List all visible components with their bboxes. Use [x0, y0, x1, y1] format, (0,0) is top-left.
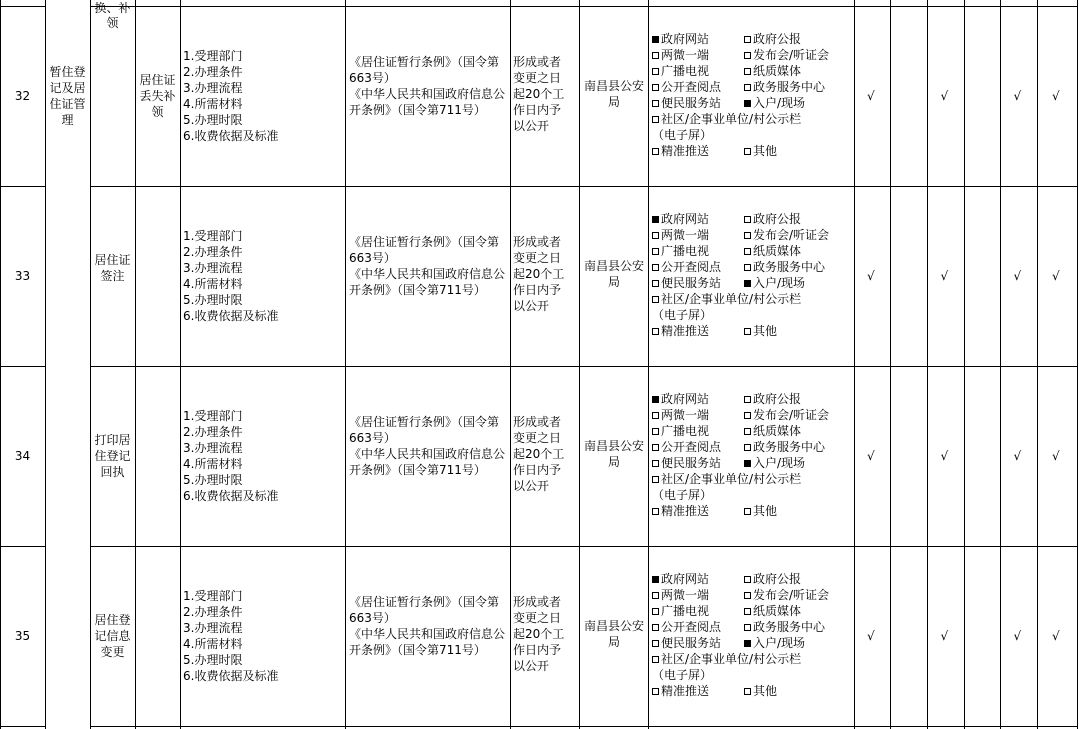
channel-label: 发布会/听证会	[753, 588, 830, 602]
unchecked-box-icon[interactable]	[652, 592, 659, 599]
channel-label: 公开查阅点	[661, 620, 722, 634]
channel-label: 政府网站	[661, 572, 710, 586]
channel-label: 政府网站	[661, 32, 710, 46]
channel-option-service-station[interactable]	[652, 95, 721, 111]
channel-label: 公开查阅点	[661, 440, 722, 454]
unchecked-box-icon[interactable]	[744, 248, 751, 255]
unchecked-box-icon[interactable]	[744, 412, 751, 419]
channel-label: 政务服务中心	[753, 440, 826, 454]
checked-box-icon[interactable]	[652, 216, 659, 223]
channel-label: 公开查阅点	[661, 260, 722, 274]
channel-option-service-center[interactable]	[744, 259, 825, 275]
unchecked-box-icon[interactable]	[652, 428, 659, 435]
channel-label: 便民服务站	[661, 96, 722, 110]
channel-label: 政府网站	[661, 212, 710, 226]
item-name: 居住证丢失补领	[139, 73, 176, 119]
time-limit: 形成或者变更之日起20个工作日内予以公开	[513, 415, 565, 493]
unchecked-box-icon[interactable]	[744, 444, 751, 451]
channel-label: 广播电视	[661, 244, 710, 258]
channel-option-service-center[interactable]	[744, 619, 825, 635]
unchecked-box-icon[interactable]	[652, 116, 659, 123]
unchecked-box-icon[interactable]	[744, 688, 751, 695]
channel-label: 精准推送	[661, 324, 710, 338]
agency: 南昌县公安局	[583, 439, 644, 469]
check-mark: √	[940, 89, 949, 103]
channel-label: 广播电视	[661, 424, 710, 438]
legal-basis: 《居住证暂行条例》（国令第663号） 《中华人民共和国政府信息公开条例》（国令第711号）	[349, 415, 506, 477]
content-list: 1.受理部门 2.办理条件 3.办理流程 4.所需材料 5.办理时限 6.收费依据及标准	[183, 409, 279, 503]
channel-option-broadcast[interactable]	[652, 243, 709, 259]
unchecked-box-icon[interactable]	[652, 608, 659, 615]
check-mark: √	[1052, 449, 1060, 463]
grid-line	[0, 186, 45, 187]
channel-label: 政府网站	[661, 392, 710, 406]
channel-option-broadcast[interactable]	[652, 423, 709, 439]
unchecked-box-icon[interactable]	[744, 576, 751, 583]
check-mark: √	[867, 449, 875, 463]
row-number: 34	[14, 449, 31, 463]
channel-option-gov-site[interactable]	[652, 31, 709, 47]
unchecked-box-icon[interactable]	[652, 248, 659, 255]
unchecked-box-icon[interactable]	[652, 508, 659, 515]
check-mark: √	[867, 629, 875, 643]
channel-option-service-center[interactable]	[744, 439, 825, 455]
grid-line	[0, 726, 45, 727]
channel-option-paper-media[interactable]	[744, 423, 801, 439]
grid-line	[0, 366, 45, 367]
channel-option-gov-gazette[interactable]	[744, 571, 801, 587]
unchecked-box-icon[interactable]	[652, 688, 659, 695]
grid-line	[1077, 0, 1078, 729]
channel-option-onsite[interactable]	[744, 455, 805, 471]
grid-line	[854, 0, 855, 729]
unchecked-box-icon[interactable]	[744, 84, 751, 91]
row-number: 32	[14, 89, 31, 103]
legal-basis: 《居住证暂行条例》（国令第663号） 《中华人民共和国政府信息公开条例》（国令第711号）	[349, 55, 506, 117]
channel-option-precise-push[interactable]	[652, 503, 709, 519]
channel-label: 其他	[753, 324, 778, 338]
header-fragment-line2: 领	[106, 16, 119, 30]
channel-option-gov-gazette[interactable]	[744, 211, 801, 227]
channel-option-service-station[interactable]	[652, 455, 721, 471]
channel-label: 精准推送	[661, 504, 710, 518]
content-list: 1.受理部门 2.办理条件 3.办理流程 4.所需材料 5.办理时限 6.收费依据及标准	[183, 229, 279, 323]
unchecked-box-icon[interactable]	[652, 460, 659, 467]
checked-box-icon[interactable]	[652, 36, 659, 43]
grid-line	[90, 0, 91, 729]
check-mark: √	[1013, 449, 1022, 463]
channel-option-public-reading[interactable]	[652, 439, 721, 455]
grid-line	[180, 0, 181, 729]
channel-label: 便民服务站	[661, 276, 722, 290]
unchecked-box-icon[interactable]	[652, 68, 659, 75]
channel-label: 社区/企事业单位/村公示栏	[661, 472, 802, 486]
channel-option-broadcast[interactable]	[652, 603, 709, 619]
channel-option-onsite[interactable]	[744, 275, 805, 291]
unchecked-box-icon[interactable]	[744, 624, 751, 631]
header-fragment-line1: 换、补	[94, 1, 131, 15]
grid-line	[90, 366, 1077, 367]
channel-option-other[interactable]	[744, 143, 777, 159]
unchecked-box-icon[interactable]	[744, 592, 751, 599]
channel-label: 发布会/听证会	[753, 408, 830, 422]
channel-label: 精准推送	[661, 144, 710, 158]
channel-option-gov-site[interactable]	[652, 211, 709, 227]
check-mark: √	[1013, 89, 1022, 103]
channel-label: 广播电视	[661, 604, 710, 618]
channel-option-paper-media[interactable]	[744, 603, 801, 619]
check-mark: √	[1013, 629, 1022, 643]
unchecked-box-icon[interactable]	[744, 36, 751, 43]
channel-label: 其他	[753, 144, 778, 158]
channel-option-bulletin[interactable]	[652, 651, 801, 667]
channel-label: 政府公报	[753, 32, 802, 46]
unchecked-box-icon[interactable]	[744, 148, 751, 155]
grid-line	[1037, 0, 1038, 729]
channel-option-gov-gazette[interactable]	[744, 31, 801, 47]
unchecked-box-icon[interactable]	[652, 100, 659, 107]
channel-label: 便民服务站	[661, 456, 722, 470]
channel-label: 纸质媒体	[753, 604, 802, 618]
channel-option-public-reading[interactable]	[652, 619, 721, 635]
grid-line	[135, 0, 136, 729]
unchecked-box-icon[interactable]	[652, 84, 659, 91]
grid-line	[0, 6, 45, 7]
channel-option-bulletin[interactable]	[652, 471, 801, 487]
unchecked-box-icon[interactable]	[744, 428, 751, 435]
time-limit: 形成或者变更之日起20个工作日内予以公开	[513, 55, 565, 133]
unchecked-box-icon[interactable]	[652, 476, 659, 483]
unchecked-box-icon[interactable]	[744, 608, 751, 615]
channel-option-two-micro[interactable]	[652, 227, 709, 243]
unchecked-box-icon[interactable]	[744, 68, 751, 75]
channel-label: 入户/现场	[753, 276, 806, 290]
channel-option-gov-site[interactable]	[652, 571, 709, 587]
grid-line	[964, 0, 965, 729]
channel-option-onsite[interactable]	[744, 635, 805, 651]
row-number: 33	[14, 269, 31, 283]
unchecked-box-icon[interactable]	[652, 52, 659, 59]
item-name: 打印居住登记回执	[94, 433, 131, 479]
channel-label: 入户/现场	[753, 96, 806, 110]
grid-line	[90, 186, 1077, 187]
unchecked-box-icon[interactable]	[744, 264, 751, 271]
channel-option-broadcast[interactable]	[652, 63, 709, 79]
channel-label: 两微一端	[661, 48, 710, 62]
channel-label: 发布会/听证会	[753, 48, 830, 62]
unchecked-box-icon[interactable]	[744, 328, 751, 335]
check-mark: √	[1013, 269, 1022, 283]
channel-option-service-station[interactable]	[652, 275, 721, 291]
unchecked-box-icon[interactable]	[652, 264, 659, 271]
channel-label: 便民服务站	[661, 636, 722, 650]
grid-line	[927, 0, 928, 729]
agency: 南昌县公安局	[583, 259, 644, 289]
agency: 南昌县公安局	[583, 79, 644, 109]
channel-option-other[interactable]	[744, 503, 777, 519]
unchecked-box-icon[interactable]	[652, 280, 659, 287]
channel-label: 政府公报	[753, 572, 802, 586]
grid-line	[510, 0, 511, 729]
channel-option-press-conf[interactable]	[744, 407, 829, 423]
channel-note: （电子屏）	[652, 128, 713, 142]
channel-label: 纸质媒体	[753, 424, 802, 438]
legal-basis: 《居住证暂行条例》（国令第663号） 《中华人民共和国政府信息公开条例》（国令第711号）	[349, 595, 506, 657]
channel-label: 社区/企事业单位/村公示栏	[661, 112, 802, 126]
grid-line	[648, 0, 649, 729]
grid-line	[90, 6, 1077, 7]
channel-note: （电子屏）	[652, 488, 713, 502]
time-limit: 形成或者变更之日起20个工作日内予以公开	[513, 235, 565, 313]
legal-basis: 《居住证暂行条例》（国令第663号） 《中华人民共和国政府信息公开条例》（国令第711号）	[349, 235, 506, 297]
channel-option-press-conf[interactable]	[744, 47, 829, 63]
checked-box-icon[interactable]	[652, 576, 659, 583]
channel-label: 公开查阅点	[661, 80, 722, 94]
check-mark: √	[1052, 629, 1060, 643]
channel-option-two-micro[interactable]	[652, 587, 709, 603]
channel-option-gov-gazette[interactable]	[744, 391, 801, 407]
channel-option-precise-push[interactable]	[652, 143, 709, 159]
channel-option-service-center[interactable]	[744, 79, 825, 95]
channel-option-gov-site[interactable]	[652, 391, 709, 407]
grid-line	[579, 0, 580, 729]
category-cell: 暂住登记及居住证管理	[49, 65, 86, 127]
channel-label: 社区/企事业单位/村公示栏	[661, 652, 802, 666]
channel-option-other[interactable]	[744, 323, 777, 339]
checked-box-icon[interactable]	[744, 100, 751, 107]
unchecked-box-icon[interactable]	[652, 624, 659, 631]
channel-label: 政务服务中心	[753, 260, 826, 274]
channel-option-public-reading[interactable]	[652, 259, 721, 275]
grid-line	[45, 0, 46, 729]
channel-option-other[interactable]	[744, 683, 777, 699]
unchecked-box-icon[interactable]	[652, 296, 659, 303]
grid-line	[0, 546, 45, 547]
unchecked-box-icon[interactable]	[652, 232, 659, 239]
channel-label: 政府公报	[753, 392, 802, 406]
check-mark: √	[940, 629, 949, 643]
unchecked-box-icon[interactable]	[744, 508, 751, 515]
item-name: 居住登记信息变更	[94, 613, 131, 659]
channel-option-press-conf[interactable]	[744, 587, 829, 603]
channel-label: 精准推送	[661, 684, 710, 698]
grid-line	[1000, 0, 1001, 729]
channel-label: 广播电视	[661, 64, 710, 78]
grid-line	[345, 0, 346, 729]
channel-option-press-conf[interactable]	[744, 227, 829, 243]
channel-label: 其他	[753, 504, 778, 518]
grid-line	[0, 0, 1, 729]
check-mark: √	[1052, 89, 1060, 103]
channel-label: 纸质媒体	[753, 244, 802, 258]
unchecked-box-icon[interactable]	[652, 444, 659, 451]
checked-box-icon[interactable]	[744, 460, 751, 467]
agency: 南昌县公安局	[583, 619, 644, 649]
check-mark: √	[1052, 269, 1060, 283]
content-list: 1.受理部门 2.办理条件 3.办理流程 4.所需材料 5.办理时限 6.收费依据及标准	[183, 49, 279, 143]
channel-option-precise-push[interactable]	[652, 683, 709, 699]
unchecked-box-icon[interactable]	[652, 656, 659, 663]
item-name: 居住证签注	[94, 253, 131, 283]
channel-label: 其他	[753, 684, 778, 698]
channel-label: 社区/企事业单位/村公示栏	[661, 292, 802, 306]
unchecked-box-icon[interactable]	[652, 328, 659, 335]
unchecked-box-icon[interactable]	[744, 216, 751, 223]
unchecked-box-icon[interactable]	[744, 396, 751, 403]
unchecked-box-icon[interactable]	[652, 640, 659, 647]
channel-option-onsite[interactable]	[744, 95, 805, 111]
channel-option-service-station[interactable]	[652, 635, 721, 651]
check-mark: √	[867, 89, 875, 103]
channel-label: 两微一端	[661, 408, 710, 422]
channel-option-paper-media[interactable]	[744, 243, 801, 259]
unchecked-box-icon[interactable]	[652, 412, 659, 419]
channel-option-paper-media[interactable]	[744, 63, 801, 79]
channel-label: 两微一端	[661, 228, 710, 242]
channel-option-bulletin[interactable]	[652, 291, 801, 307]
channel-label: 两微一端	[661, 588, 710, 602]
channel-option-public-reading[interactable]	[652, 79, 721, 95]
channel-note: （电子屏）	[652, 308, 713, 322]
time-limit: 形成或者变更之日起20个工作日内予以公开	[513, 595, 565, 673]
check-mark: √	[940, 449, 949, 463]
channel-label: 入户/现场	[753, 456, 806, 470]
checked-box-icon[interactable]	[744, 640, 751, 647]
unchecked-box-icon[interactable]	[652, 148, 659, 155]
channel-label: 发布会/听证会	[753, 228, 830, 242]
channel-label: 纸质媒体	[753, 64, 802, 78]
channel-note: （电子屏）	[652, 668, 713, 682]
checked-box-icon[interactable]	[652, 396, 659, 403]
channel-label: 政务服务中心	[753, 620, 826, 634]
row-number: 35	[14, 629, 31, 643]
unchecked-box-icon[interactable]	[744, 232, 751, 239]
channel-option-two-micro[interactable]	[652, 407, 709, 423]
check-mark: √	[940, 269, 949, 283]
check-mark: √	[867, 269, 875, 283]
channel-option-bulletin[interactable]	[652, 111, 801, 127]
grid-line	[90, 726, 1077, 727]
channel-label: 政务服务中心	[753, 80, 826, 94]
grid-line	[90, 546, 1077, 547]
channel-label: 入户/现场	[753, 636, 806, 650]
channel-option-two-micro[interactable]	[652, 47, 709, 63]
unchecked-box-icon[interactable]	[744, 52, 751, 59]
content-list: 1.受理部门 2.办理条件 3.办理流程 4.所需材料 5.办理时限 6.收费依据及标准	[183, 589, 279, 683]
grid-line	[890, 0, 891, 729]
channel-option-precise-push[interactable]	[652, 323, 709, 339]
checked-box-icon[interactable]	[744, 280, 751, 287]
channel-label: 政府公报	[753, 212, 802, 226]
